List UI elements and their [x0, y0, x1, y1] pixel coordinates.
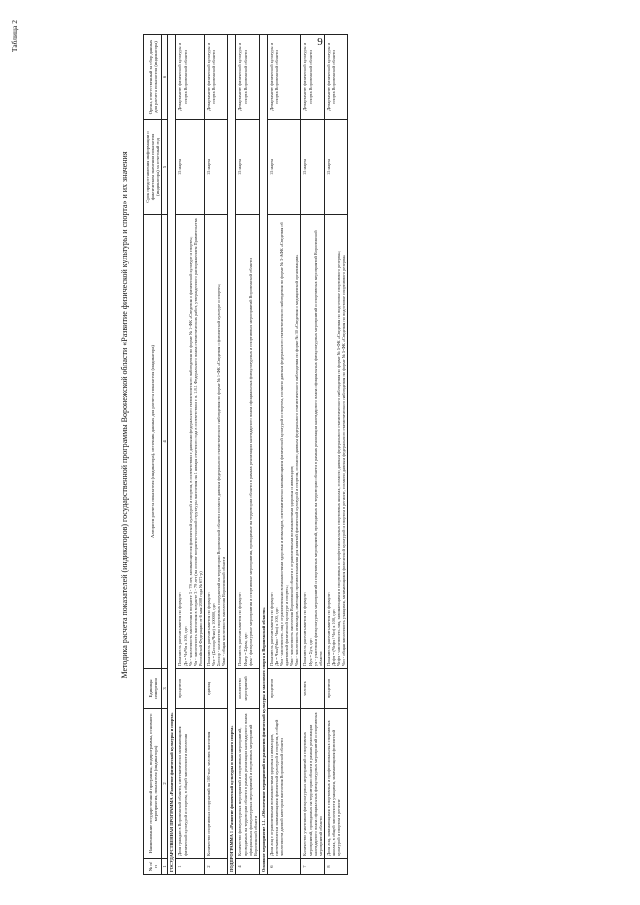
responsible-organ-cell: Департамент физической культуры и спорта Воронежской области: [267, 35, 301, 120]
header-cell: Срок предоставления информации о фактическом значении показателя (индикатора) за отчетный год: [144, 120, 162, 215]
row-number: 6: [267, 859, 301, 875]
algorithm-line: Чоз - общая численность учащихся, занимающихся физической культурой и спортом в регионе, согласно данным федерального статистического наблюдения по форме № 5-ФК «Сведения по подготовке спортивного резерва»: [341, 254, 347, 666]
algorithm-cell: [176, 215, 204, 669]
deadline-cell: 15 марта: [301, 120, 324, 215]
algorithm-line: фкм - физкультурные мероприятия и спортивные мероприятия, проводимые на территории области в рамках реализации календарного плана официальных физкультурных и спортивных мероприятий Воронежской области: [247, 258, 253, 666]
column-number: 1: [162, 859, 168, 875]
algorithm-line: Дсфп = (Чсфп / Чоз) х 100, где:: [330, 609, 336, 666]
column-number: 6: [162, 35, 168, 120]
table-row: [236, 35, 259, 875]
header-cell: № п/п: [144, 859, 162, 875]
algorithm-line: Показатель рассчитывается по формуле:: [205, 592, 211, 666]
indicator-name: Количество спортивных сооружений на 100 тыс. человек населения: [204, 709, 227, 859]
indicator-name: Количество участников физкультурных мероприятий и спортивных мероприятий, проводимых на территории области в рамках реализации календарного плана официальных физкультурных мероприятий и спортивных мероприятий области: [301, 709, 324, 859]
unit-cell: процентов: [267, 669, 301, 709]
algorithm-cell: [204, 215, 227, 669]
algorithm-cell: [236, 215, 259, 669]
row-number: 4: [236, 859, 259, 875]
indicator-name: Доля граждан в Воронежской области, систематически занимающихся физической культурой и спортом, в общей численности населения: [176, 709, 204, 859]
unit-cell: человек: [301, 669, 324, 709]
algorithm-line: Чпи - численность инвалидов, имеющих противопоказания для занятий физической культурой и спортом, согласно данным федерального статистического наблюдения по форме № 30 «Сведения о медицинской организации»: [294, 254, 300, 666]
table-title: Методика расчета показателей (индикаторов) государственной программы Воронежской области «Развитие физической культуры и спорта» и их значения: [120, 151, 129, 679]
algorithm-line: Показатель рассчитывается по формуле:: [268, 592, 274, 666]
section-title: Основное мероприятие 1.1. «Обеспечение мероприятий по развитию физической культуры и массового спорта в Воронежской области»: [259, 35, 267, 875]
indicator-name: Доля лиц с ограниченными возможностями здоровья и инвалидов, систематически занимающихся физической культурой и спортом, в общей численности данной категории населения Воронежской области: [267, 709, 301, 859]
algorithm-line: Чн - численность населения в возрасте 3 - 79 лет (на основе возрастно-половой структуры населения на 1 января отчетного года в соответствии с п. 1.8.1 Федерального плана статистических работ, утвержденного распоряжением Правительства Российской Федерации от 6 мая 2008 года № 671-р): [192, 218, 203, 666]
unit-cell: процентов: [176, 669, 204, 709]
row-number: 2: [204, 859, 227, 875]
page-number: 9: [317, 36, 323, 48]
algorithm-cell: [301, 215, 324, 669]
deadline-cell: 15 марта: [176, 120, 204, 215]
table-row: [324, 35, 347, 875]
algorithm-line: Чни - численность населения Воронежской области с ограниченными возможностями здоровья и инвалидов;: [289, 465, 295, 666]
responsible-organ-cell: Департамент физической культуры и спорта Воронежской области: [176, 35, 204, 120]
main-event-section-row: [259, 35, 267, 875]
header-cell: Наименование государственной программы, подпрограммы, основного мероприятия, показателя (индикатора): [144, 709, 162, 859]
algorithm-line: Чсс = (Σссоор/Чнас) х 100000, где:: [211, 602, 217, 666]
header-cell: Орган, ответственный за сбор данных для расчета показателя (индикатора): [144, 35, 162, 120]
table-row: [301, 35, 324, 875]
indicator-name: Количество физкультурных мероприятий и спортивных мероприятий, проводимых на территории области в рамках реализации календарного плана официальных физкультурных мероприятий и спортивных мероприятий Воронежской области: [236, 709, 259, 859]
column-number: 5: [162, 120, 168, 215]
algorithm-line: Дз = Чз/Чн х 100, где:: [182, 626, 188, 666]
header-row: [144, 35, 162, 875]
algorithm-line: Иуч = Σуч, где:: [307, 638, 313, 666]
subprogram-section-row: [228, 35, 236, 875]
unit-cell: количество мероприятий: [236, 669, 259, 709]
unit-cell: единиц: [204, 669, 227, 709]
algorithm-line: Показатель рассчитывается по формуле:: [237, 592, 243, 666]
algorithm-line: Имер = Σфкм, где:: [242, 632, 248, 666]
row-number: 7: [301, 859, 324, 875]
responsible-organ-cell: Департамент физической культуры и спорта Воронежской области: [301, 35, 324, 120]
algorithm-cell: [267, 215, 301, 669]
responsible-organ-cell: Департамент физической культуры и спорта Воронежской области: [236, 35, 259, 120]
column-number: 3: [162, 669, 168, 709]
algorithm-line: Чзи - численность лиц с ограниченными возможностями здоровья и инвалидов, систематически занимающихся физической культурой и спортом, согласно данным федерального статистического наблюдения по форме № 3-АФК «Сведения об адаптивной физической культуре и спорте»;: [279, 222, 290, 666]
responsible-organ-cell: Департамент физической культуры и спорта Воронежской области: [204, 35, 227, 120]
row-number: 1: [176, 859, 204, 875]
section-title: ГОСУДАРСТВЕННАЯ ПРОГРАММА «Развитие физической культуры и спорта»: [168, 35, 176, 875]
algorithm-line: Показатель рассчитывается по формуле:: [325, 592, 331, 666]
table-row: [176, 35, 204, 875]
header-cell: Алгоритм расчета показателя (индикатора), источник данных для расчета показателя (индикатора): [144, 215, 162, 669]
table-label: Таблица 2: [10, 20, 19, 53]
algorithm-line: Ди = Чзи/(Чни - Чпи) х 100, где:: [273, 607, 279, 666]
deadline-cell: 15 марта: [324, 120, 347, 215]
indicator-name: Доля лиц, занимающихся в спортивных и профессиональных спортивных школах, в общей численности учащихся, занимающихся физической культурой и спортом в регионе: [324, 709, 347, 859]
table-row: [267, 35, 301, 875]
section-title: ПОДПРОГРАММА 1 «Развитие физической культуры и массового спорта»: [228, 35, 236, 875]
column-number: 4: [162, 215, 168, 669]
deadline-cell: 15 марта: [267, 120, 301, 215]
header-cell: Единицы измерения: [144, 669, 162, 709]
algorithm-line: Чз - численность населения в возрасте 3 - 79 лет, занимающегося физической культурой и спортом, в соответствии с данными федерального статистического наблюдения по форме № 1-ФК «Сведения о физической культуре и спорте»;: [187, 236, 193, 666]
row-number: 8: [324, 859, 347, 875]
column-number: 2: [162, 709, 168, 859]
table-row: [204, 35, 227, 875]
algorithm-line: Чсфп - численность лиц, занимающихся в спортивных и профессиональных спортивных школах, согласно данным федерального статистического наблюдения по форме № 5-ФК «Сведения по подготовке спортивного резерва»;: [336, 250, 341, 666]
algorithm-line: Показатель рассчитывается по формуле:: [177, 592, 183, 666]
responsible-organ-cell: Департамент физической культуры и спорта Воронежской области: [324, 35, 347, 120]
algorithm-line: Σссоор - количество спортивных сооружений на территории Воронежской области согласно данным федерального статистического наблюдения по форме № 1-ФК «Сведения о физической культуре и спорте»;: [216, 283, 222, 666]
program-section-row: [168, 35, 176, 875]
indicators-table: [143, 34, 348, 875]
algorithm-line: Чнас - общая численность населения Воронежской области: [221, 556, 227, 666]
algorithm-line: Показатель рассчитывается по формуле:: [302, 592, 308, 666]
unit-cell: процентов: [324, 669, 347, 709]
algorithm-line: уч - участники физкультурных мероприятий и спортивных мероприятий, проводимых на территории области в рамках реализации календарного плана официальных физкультурных мероприятий и спортивных мероприятий Воронежской области: [312, 230, 323, 666]
algorithm-cell: [324, 215, 347, 669]
deadline-cell: 15 марта: [236, 120, 259, 215]
deadline-cell: 15 марта: [204, 120, 227, 215]
